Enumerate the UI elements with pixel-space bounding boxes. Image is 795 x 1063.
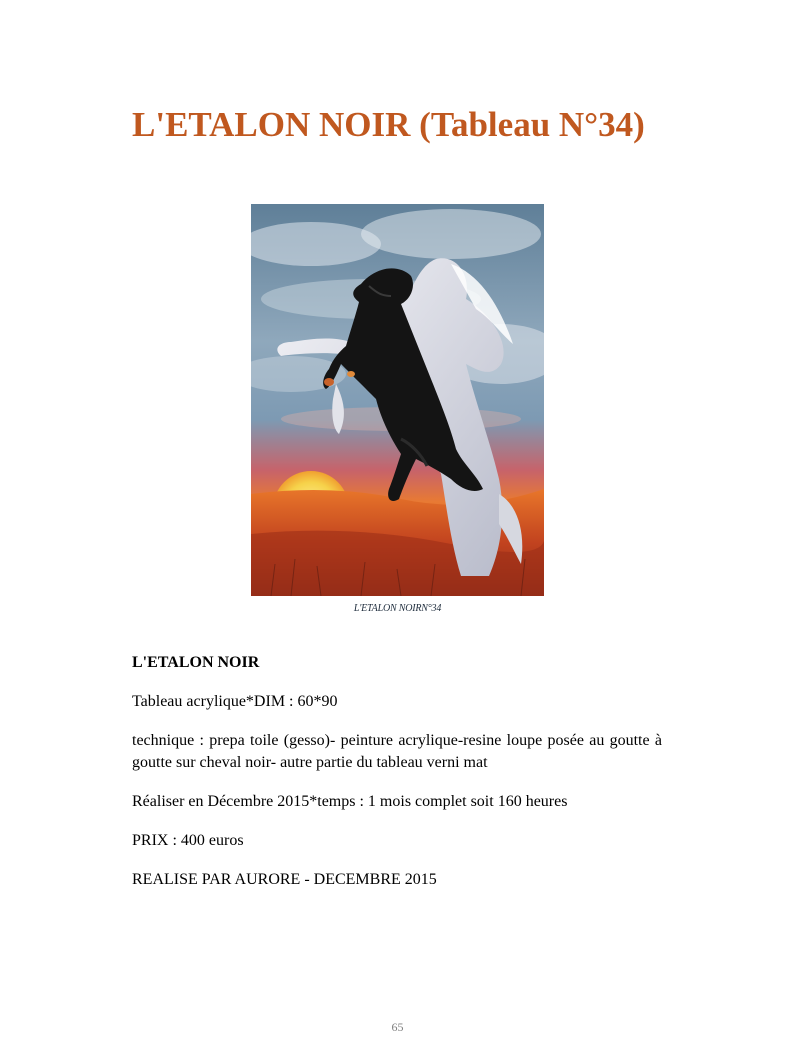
section-heading: L'ETALON NOIR — [132, 654, 260, 671]
painting-horses-sunset — [251, 204, 544, 596]
description-block — [132, 652, 662, 908]
dimensions-text: Tableau acrylique*DIM : 60*90 — [132, 693, 338, 710]
painting-image — [251, 204, 544, 596]
figure-caption: L'ETALON NOIRN°34 — [353, 603, 442, 614]
realisation-text: Réaliser en Décembre 2015*temps : 1 mois complet soit 160 heures — [132, 793, 568, 810]
signature-text: REALISE PAR AURORE - DECEMBRE 2015 — [132, 871, 437, 888]
page-title: L'ETALON NOIR (Tableau N°34) — [132, 105, 645, 144]
page-number: 65 — [391, 1020, 404, 1034]
technique-text: technique : prepa toile (gesso)- peinture acrylique-resine loupe posée au goutte à goutte sur cheval noir- autre partie du tableau verni mat — [132, 732, 662, 771]
price-text: PRIX : 400 euros — [132, 832, 244, 849]
